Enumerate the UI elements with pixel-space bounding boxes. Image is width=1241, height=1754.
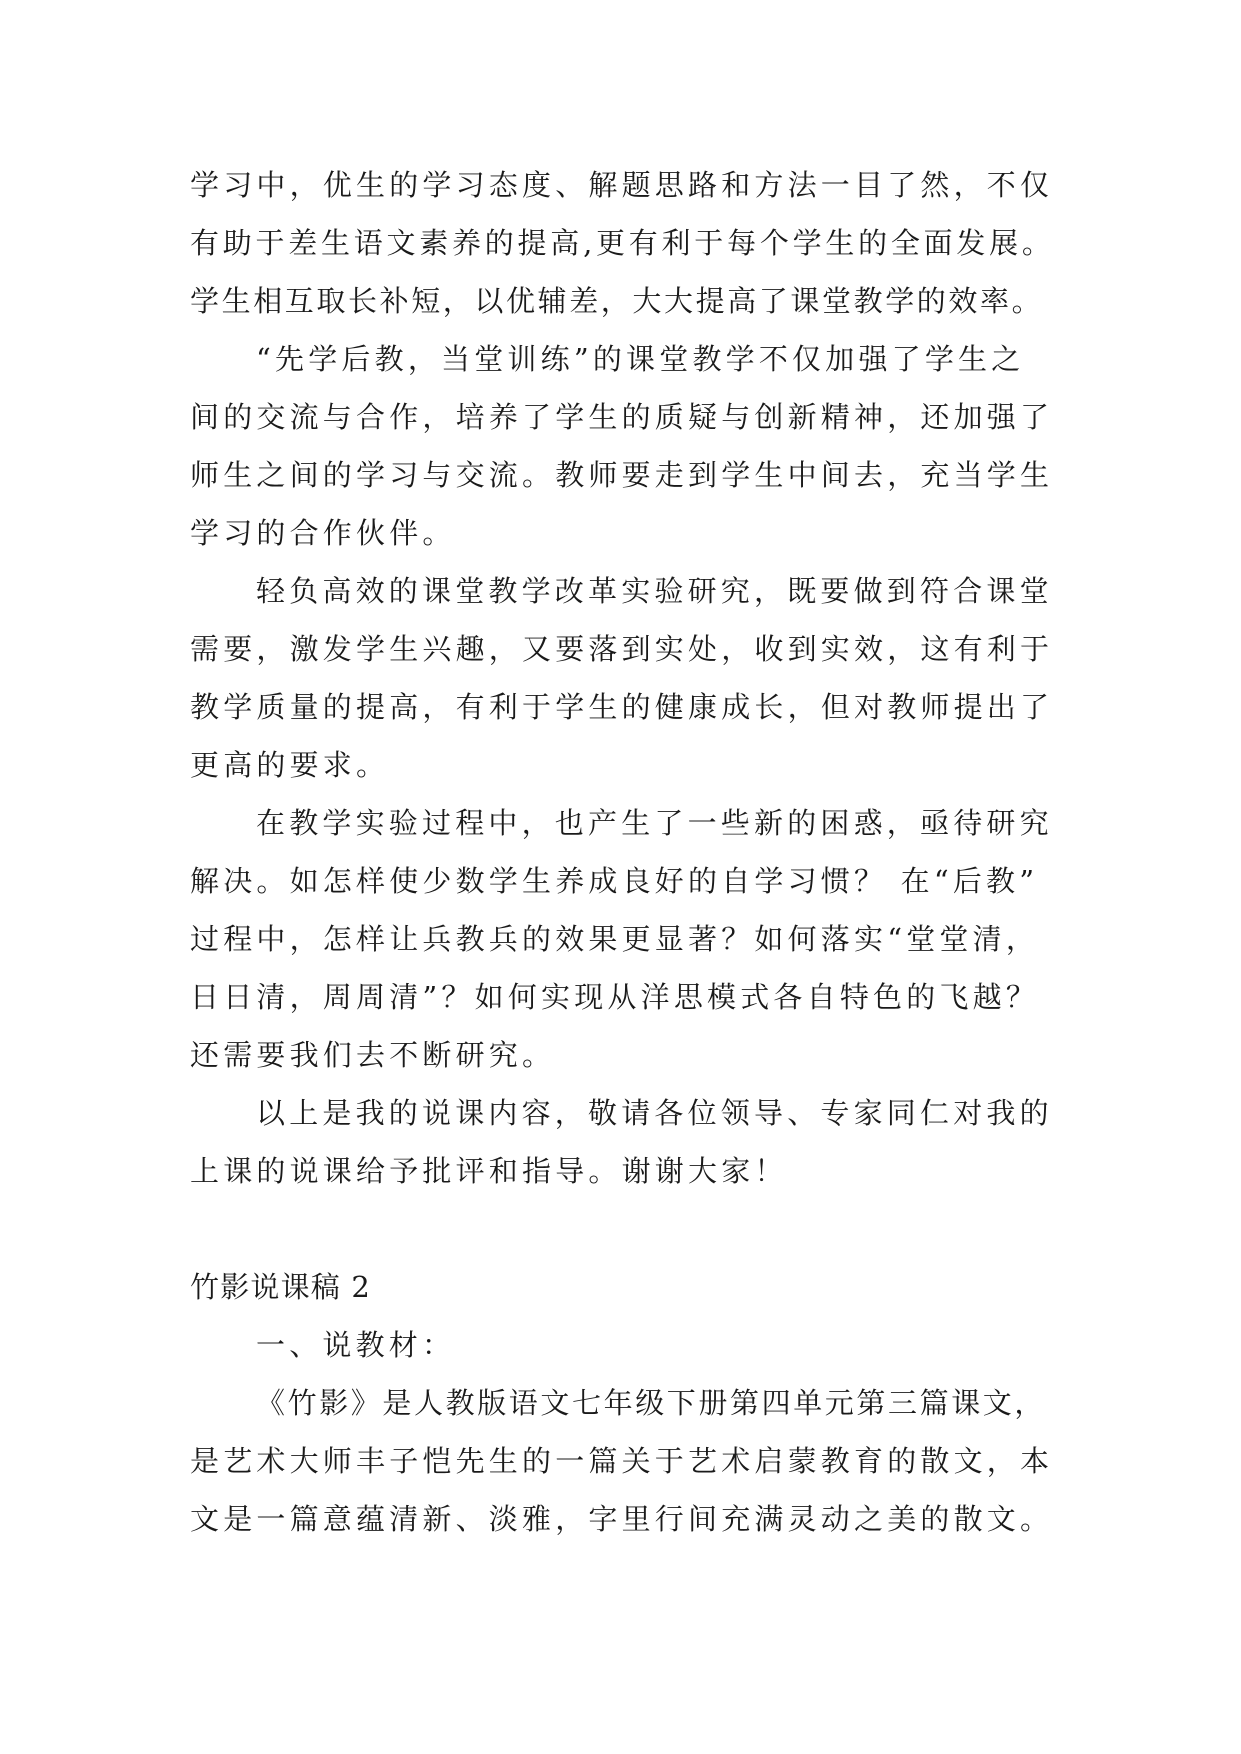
- text-line: 教学质量的提高，有利于学生的健康成长，但对教师提出了: [190, 690, 1054, 724]
- text-line: 学习中，优生的学习态度、解题思路和方法一目了然，不仅: [190, 168, 1054, 202]
- text-line: 文是一篇意蕴清新、淡雅，字里行间充满灵动之美的散文。: [190, 1502, 1054, 1536]
- text-line: 是艺术大师丰子恺先生的一篇关于艺术启蒙教育的散文，本: [190, 1444, 1054, 1478]
- section-heading: 竹影说课稿 2: [190, 1270, 372, 1304]
- text-line: 日日清，周周清”？如何实现从洋思模式各自特色的飞越？: [190, 980, 1040, 1014]
- text-line: 师生之间的学习与交流。教师要走到学生中间去，充当学生: [190, 458, 1054, 492]
- text-line: 一、说教材：: [256, 1328, 456, 1362]
- text-line: 学习的合作伙伴。: [190, 516, 456, 550]
- text-line: 《竹影》是人教版语文七年级下册第四单元第三篇课文，: [256, 1386, 1047, 1420]
- text-line: 需要，激发学生兴趣，又要落到实处，收到实效，这有利于: [190, 632, 1054, 666]
- text-line: 轻负高效的课堂教学改革实验研究，既要做到符合课堂: [256, 574, 1053, 608]
- text-line: 以上是我的说课内容，敬请各位领导、专家同仁对我的: [256, 1096, 1053, 1130]
- text-line: 学生相互取长补短，以优辅差，大大提高了课堂教学的效率。: [190, 284, 1044, 318]
- text-line: “先学后教，当堂训练”的课堂教学不仅加强了学生之: [256, 342, 1025, 376]
- text-line: 有助于差生语文素养的提高,更有利于每个学生的全面发展。: [190, 226, 1055, 260]
- text-line: 过程中，怎样让兵教兵的效果更显著？如何落实“堂堂清，: [190, 922, 1040, 956]
- text-line: 更高的要求。: [190, 748, 390, 782]
- text-line: 还需要我们去不断研究。: [190, 1038, 556, 1072]
- text-line: 间的交流与合作，培养了学生的质疑与创新精神，还加强了: [190, 400, 1054, 434]
- text-line: 上课的说课给予批评和指导。谢谢大家！: [190, 1154, 788, 1188]
- text-line: 解决。如怎样使少数学生养成良好的自学习惯？ 在“后教”: [190, 864, 1039, 898]
- text-line: 在教学实验过程中，也产生了一些新的困惑，亟待研究: [256, 806, 1053, 840]
